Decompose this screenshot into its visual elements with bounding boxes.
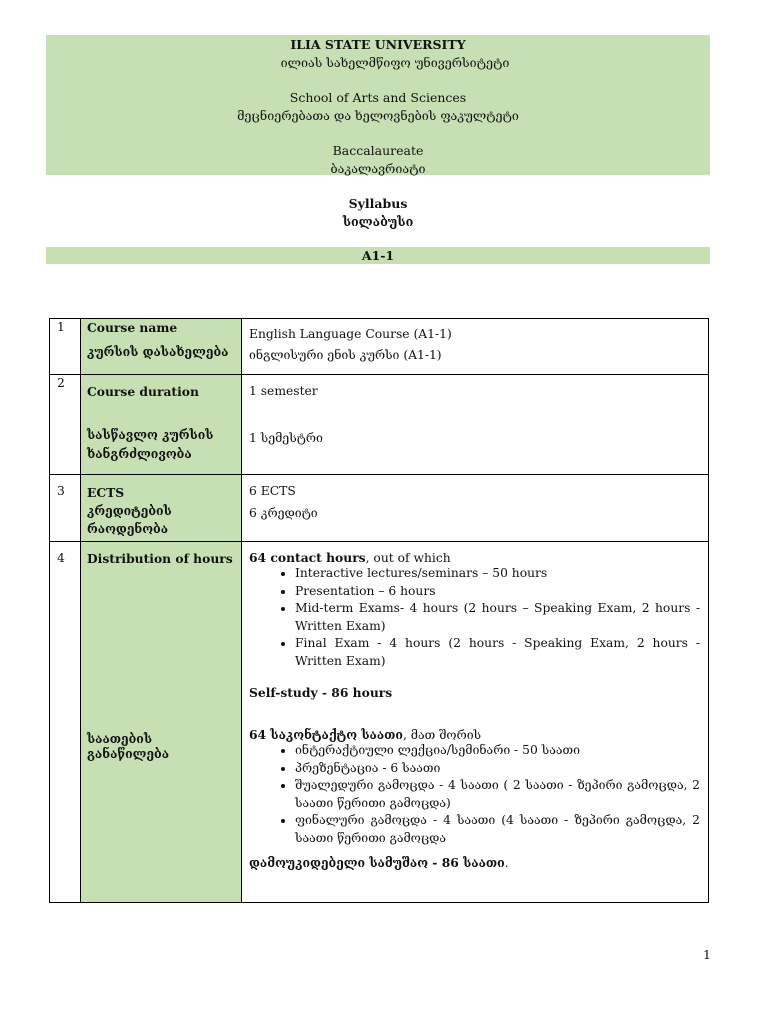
label-en: Course duration <box>87 384 199 399</box>
contact-hours-ka-rest: , მათ შორის <box>402 728 482 742</box>
row-label <box>81 319 242 375</box>
label-en: Course name <box>87 320 178 335</box>
value-en: 1 semester <box>249 384 318 398</box>
degree-ka: ბაკალავრიატი <box>330 161 426 176</box>
syllabus-title-ka: სილაბუსი <box>342 214 414 229</box>
self-study-ka <box>249 855 700 870</box>
course-code-bar: A1-1 <box>46 247 710 264</box>
value-ka: 1 სემესტრი <box>249 431 323 445</box>
list-item: • Final Exam - 4 hours (2 hours - Speaking Exam, 2 hours - Written Exam) <box>295 635 700 670</box>
university-name-en: ILIA STATE UNIVERSITY <box>290 37 466 52</box>
list-item: • ინტერაქტიული ლექცია/სემინარი - 50 საათი <box>295 742 700 760</box>
value-en: 6 ECTS <box>249 484 296 498</box>
page-number: 1 <box>703 947 711 962</box>
contact-hours-ka <box>249 727 700 742</box>
table-row <box>50 375 709 475</box>
table-row <box>50 475 709 542</box>
row-value <box>242 375 709 475</box>
syllabus-table <box>49 318 709 903</box>
label-ka: საათების განაწილება <box>87 731 170 761</box>
row-number: 2 <box>50 375 81 475</box>
university-name-ka: ილიას სახელმწიფო უნივერსიტეტი <box>280 55 510 70</box>
header-block <box>46 35 710 175</box>
label-en: Distribution of hours <box>87 551 233 566</box>
list-item: • Presentation – 6 hours <box>295 583 700 601</box>
row-value <box>242 319 709 375</box>
list-item: • Interactive lectures/seminars – 50 hours <box>295 565 700 583</box>
hours-list-ka <box>249 742 700 847</box>
row-number: 1 <box>50 319 81 375</box>
value-ka: 6 კრედიტი <box>249 506 318 520</box>
label-ka: კრედიტების რაოდენობა <box>87 503 172 536</box>
syllabus-title <box>46 195 710 231</box>
table-row <box>50 542 709 903</box>
list-item: • შუალედური გამოცდა - 4 საათი ( 2 საათი - ზეპირი გამოცდა, 2 საათი წერითი გამოცდა) <box>295 777 700 812</box>
contact-hours-en-bold: 64 contact hours <box>249 550 366 565</box>
contact-hours-en <box>249 550 700 565</box>
row-value <box>242 542 709 903</box>
contact-hours-ka-bold: 64 საკონტაქტო საათი <box>249 727 403 742</box>
label-ka: კურსის დასახელება <box>87 344 229 359</box>
label-en: ECTS <box>87 485 125 500</box>
self-study-ka-bold: დამოუკიდებელი სამუშაო - 86 საათი <box>249 855 505 870</box>
degree-en: Baccalaureate <box>332 143 424 158</box>
self-study-en: Self-study - 86 hours <box>249 685 393 700</box>
label-ka: სასწავლო კურსის ხანგრძლივობა <box>87 427 214 461</box>
syllabus-title-en: Syllabus <box>348 196 408 211</box>
contact-hours-en-rest: , out of which <box>365 551 451 565</box>
school-name-en: School of Arts and Sciences <box>289 90 467 105</box>
value-en: English Language Course (A1-1) <box>249 327 452 341</box>
list-item: • ფინალური გამოცდა - 4 საათი (4 საათი - ზეპირი გამოცდა, 2 საათი წერითი გამოცდა <box>295 812 700 847</box>
row-label <box>81 475 242 542</box>
list-item: • პრეზენტაცია - 6 საათი <box>295 760 700 778</box>
row-label <box>81 375 242 475</box>
list-item: • Mid-term Exams- 4 hours (2 hours – Speaking Exam, 2 hours - Written Exam) <box>295 600 700 635</box>
table-row <box>50 319 709 375</box>
self-study-ka-tail: . <box>504 856 509 870</box>
row-number: 4 <box>50 542 81 903</box>
school-name-ka: მეცნიერებათა და ხელოვნების ფაკულტეტი <box>237 108 519 123</box>
row-label <box>81 542 242 903</box>
row-number: 3 <box>50 475 81 542</box>
row-value <box>242 475 709 542</box>
hours-list-en <box>249 565 700 670</box>
value-ka: ინგლისური ენის კურსი (A1-1) <box>249 348 442 362</box>
